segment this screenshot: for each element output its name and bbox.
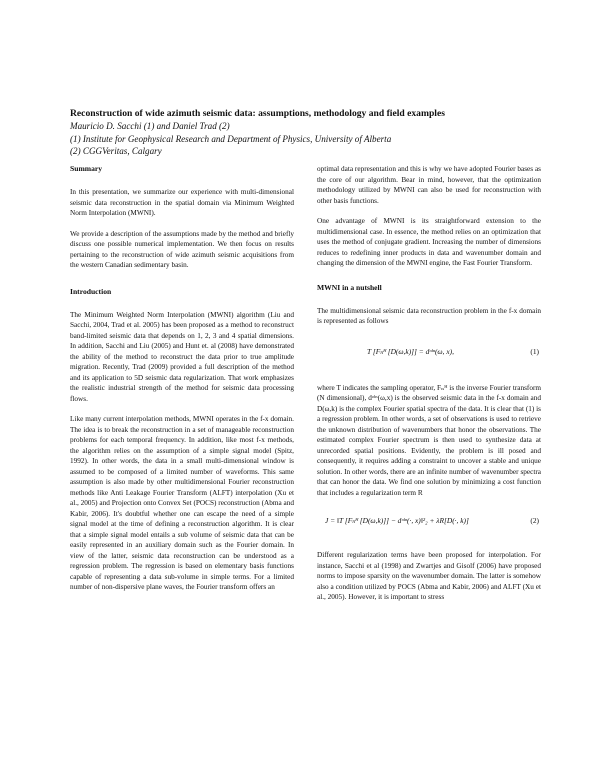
mwni-heading: MWNI in a nutshell	[317, 282, 382, 292]
equation-2	[317, 516, 541, 530]
right-paragraph-4: where T indicates the sampling operator, Fₙᴴ is the inverse Fourier transform (N dimensional), dᵒᵇˢ(ω,x) is the observed seismic data in the f-x domain and D(ω,k) is the complex Fourier spatial spectra of the data. It is clear that (1) is a regression problem. In other words, a set of observations is used to retrieve the unknown distribution of wavenumbers that honor the observations. The estimated complex Fourier spectrum is then used to synthesize data at unrecorded spatial positions. Evidently, the problem is ill posed and consequently, it requires adding a constraint to uncover a stable and unique solution. In other words, there are an infinite number of wavenumber spectra that can honor the data. We find one solution by minimizing a cost function that includes a regularization term R	[317, 383, 541, 497]
right-column	[317, 164, 541, 613]
right-paragraph-3: The multidimensional seismic data reconstruction problem in the f-x domain is represented as follows	[317, 306, 541, 325]
equation-1-number: (1)	[530, 346, 539, 356]
affiliation-2: (2) CGGVeritas, Calgary	[70, 146, 162, 156]
introduction-heading: Introduction	[70, 286, 112, 296]
equation-2-formula: J = ‖T [Fₙᴴ [D(ω,k)]] − dᵒᵇˢ(·, x)‖²₂ + λR[D(·, k)]	[325, 516, 469, 525]
summary-heading: Summary	[70, 164, 103, 173]
paper-header	[70, 108, 540, 158]
right-paragraph-2: One advantage of MWNI is its straightforward extension to the multidimensional case. In essence, the method relies on an optimization that uses the method of conjugate gradient. Increasing the number of dimensions reduces to redefining inner products in data and wavenumber domain and changing the dimension of the MWNI engine, the Fast Fourier Transform.	[317, 217, 541, 267]
affiliation-1: (1) Institute for Geophysical Research and Department of Physics, University of Alberta	[70, 133, 392, 144]
introduction-paragraph-2: Like many current interpolation methods, MWNI operates in the f-x domain. The idea is to break the reconstruction in a set of manageable reconstruction problems for each temporal frequency. In addition, like most f-x methods, the algorithm relies on the assumption of a simple signal model (Spitz, 1992). In other words, the data in a small multi-dimensional window is assumed to be composed of a limited number of waveforms. This same assumption is also made by other multidimensional Fourier reconstruction methods like Anti Leakage Fourier Transform (ALFT) interpolation (Xu et al., 2005) and Projection onto Convex Set (POCS) reconstruction (Abma and Kabir, 2006). It's doubtful whether one can escape the need of a simple signal model at the time of defining a reconstruction algorithm. It is clear that a simple signal model entails a sub volume of seismic data that can be easily represented in an auxiliary domain such as the Fourier domain. In view of the latter, seismic data reconstruction can be understood as a regression problem. The regression is based on elementary basis functions capable of representing a data sub-volume in simple terms. For a limited number of non-dispersive plane waves, the Fourier transform offers an	[70, 415, 294, 591]
right-paragraph-5: Different regularization terms have been proposed for interpolation. For instance, Sacchi et al (1998) and Zwartjes and Gisolf (2006) have proposed norms to impose sparsity on the wavenumber domain. The latter is somehow also a condition utilized by POCS (Abma and Kabir, 2006) and ALFT (Xu et al., 2005). However, it is important to stress	[317, 551, 541, 601]
equation-1	[317, 347, 541, 361]
equation-2-number: (2)	[530, 516, 539, 525]
equation-1-formula: T [Fₙᴴ [D(ω,k)]] = dᵒᵇˢ(ω, x),	[367, 346, 454, 356]
summary-paragraph-2: We provide a description of the assumptions made by the method and briefly discuss one possible numerical implementation. We then focus on results pertaining to the reconstruction of wide azimuth seismic acquisitions from the western Canadian sedimentary basin.	[70, 229, 294, 269]
left-column	[70, 164, 294, 603]
introduction-paragraph-1: The Minimum Weighted Norm Interpolation (MWNI) algorithm (Liu and Sacchi, 2004, Trad et al. 2005) has been proposed as a method to reconstruct band-limited seismic data that depends on 1, 2, 3 and 4 spatial dimensions. In addition, Sacchi and Liu (2005) and Hunt et. al (2008) have demonstrated the ability of the method to reconstruct the data prior to true amplitude migration. Recently, Trad (2009) provided a full description of the method and its application to 5D seismic data regularization. That work emphasizes the realistic industrial strength of the method for seismic data processing flows.	[70, 310, 294, 403]
authors: Mauricio D. Sacchi (1) and Daniel Trad (2)	[70, 121, 230, 131]
right-paragraph-1: optimal data representation and this is why we have adopted Fourier bases as the core of our algorithm. Bear in mind, however, that the optimization methodology utilized by MWNI can also be used for reconstruction with other basis functions.	[317, 165, 541, 205]
paper-title: Reconstruction of wide azimuth seismic data: assumptions, methodology and field examples	[70, 108, 445, 119]
summary-paragraph-1: In this presentation, we summarize our experience with multi-dimensional seismic data reconstruction in the spatial domain via Minimum Weighted Norm Interpolation (MWNI).	[70, 188, 294, 217]
